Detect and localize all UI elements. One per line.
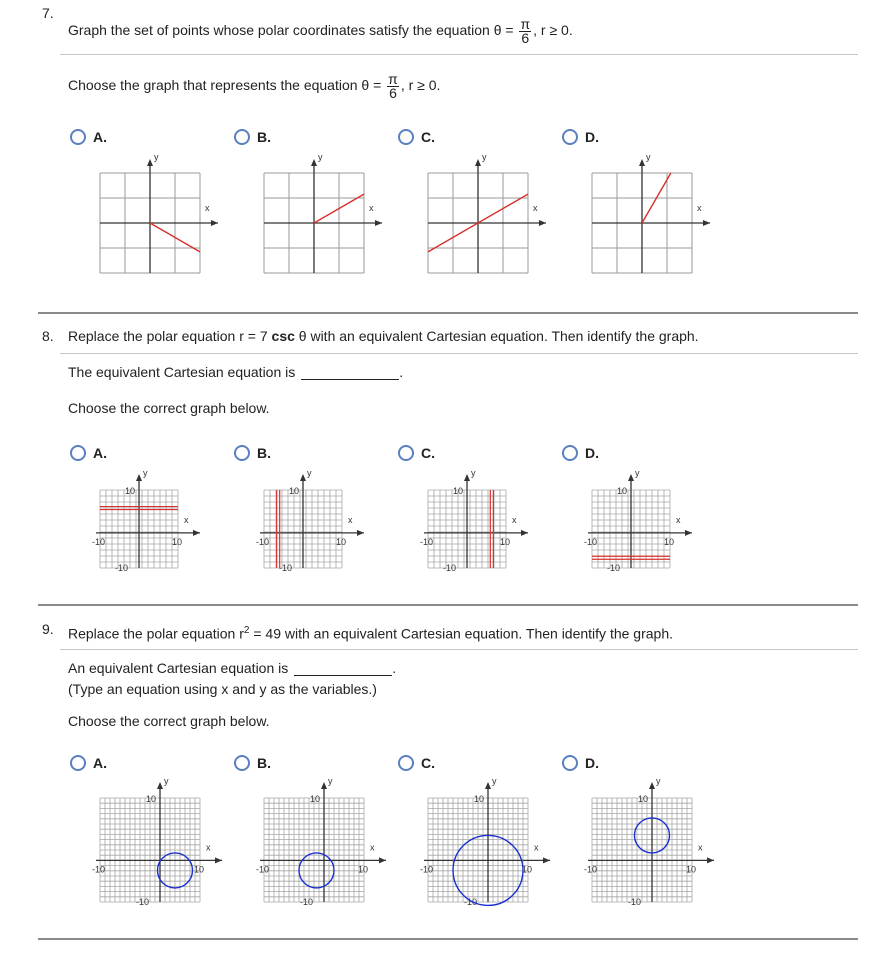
tick-label: -10: [256, 864, 270, 875]
tick-label: -10: [420, 864, 434, 875]
section-divider: [38, 938, 858, 940]
x-axis-label: x: [370, 842, 375, 853]
question-9-number: 9.: [42, 621, 54, 637]
q7-prompt-text: Graph the set of points whose polar coordinates satisfy the equation θ =: [68, 22, 514, 39]
tick-label: 10: [474, 794, 485, 804]
tick-label: -10: [443, 563, 457, 573]
tick-label: 10: [686, 864, 697, 875]
x-axis-arrow: [375, 220, 382, 226]
x-axis-arrow: [215, 857, 222, 863]
y-axis-label: y: [482, 152, 487, 162]
csc-function: csc: [271, 328, 295, 344]
pi-over-6-fraction: $\frac{\pi}{6}$: [520, 16, 531, 46]
radio-button[interactable]: [234, 129, 250, 145]
y-axis-label: y: [318, 152, 323, 162]
q8-option-a[interactable]: A.: [70, 445, 107, 461]
q8-graph-b: [254, 468, 374, 578]
y-axis-label: y: [164, 776, 169, 786]
question-7-number: 7.: [42, 5, 54, 21]
tick-label: 10: [617, 486, 628, 496]
radio-button[interactable]: [70, 445, 86, 461]
tick-label: 10: [453, 486, 464, 496]
radio-button[interactable]: [398, 445, 414, 461]
x-axis-label: x: [697, 203, 702, 213]
q9-option-c[interactable]: C.: [398, 755, 435, 771]
q8-answer-input[interactable]: [301, 365, 399, 380]
radio-button[interactable]: [562, 755, 578, 771]
y-axis-arrow: [300, 474, 306, 481]
q8-option-d[interactable]: D.: [562, 445, 599, 461]
radio-button[interactable]: [562, 445, 578, 461]
radio-button[interactable]: [562, 129, 578, 145]
y-axis-arrow: [475, 159, 481, 166]
tick-label: -10: [115, 563, 129, 573]
exponent: 2: [243, 625, 250, 636]
q8-graph-a: [90, 468, 210, 578]
x-axis-arrow: [357, 530, 364, 536]
y-axis-label: y: [307, 468, 312, 478]
q9-answer-line: An equivalent Cartesian equation is .: [68, 660, 397, 676]
radio-button[interactable]: [234, 445, 250, 461]
y-axis-arrow: [321, 782, 327, 789]
q8-option-b[interactable]: B.: [234, 445, 271, 461]
q7-option-c[interactable]: C.: [398, 129, 435, 145]
tick-label: -10: [256, 536, 270, 547]
tick-label: 10: [522, 864, 533, 875]
y-axis-arrow: [464, 474, 470, 481]
x-axis-arrow: [703, 220, 710, 226]
q8-answer-line: The equivalent Cartesian equation is .: [68, 364, 404, 380]
y-axis-arrow: [311, 159, 317, 166]
q9-graph-c: [418, 778, 548, 906]
q7-graph-a: [100, 154, 230, 279]
q9-graph-d: [582, 778, 712, 906]
tick-label: -10: [136, 897, 150, 907]
y-axis-label: y: [635, 468, 640, 478]
y-axis-arrow: [649, 782, 655, 789]
q7-option-a[interactable]: A.: [70, 129, 107, 145]
tick-label: -10: [92, 536, 106, 547]
tick-label: -10: [464, 897, 478, 907]
tick-label: -10: [607, 563, 621, 573]
y-axis-label: y: [471, 468, 476, 478]
radio-button[interactable]: [234, 755, 250, 771]
q7-sub-text: Choose the graph that represents the equation θ =: [68, 77, 382, 94]
tick-label: 10: [358, 864, 369, 875]
y-axis-arrow: [485, 782, 491, 789]
x-axis-arrow: [521, 530, 528, 536]
y-axis-label: y: [492, 776, 497, 786]
tick-label: 10: [289, 486, 300, 496]
radio-button[interactable]: [70, 755, 86, 771]
x-axis-arrow: [211, 220, 218, 226]
tick-label: 10: [194, 864, 205, 875]
x-axis-label: x: [534, 842, 539, 853]
tick-label: 10: [172, 536, 183, 547]
tick-label: -10: [300, 897, 314, 907]
y-axis-arrow: [136, 474, 142, 481]
tick-label: -10: [584, 864, 598, 875]
tick-label: 10: [336, 536, 347, 547]
x-axis-label: x: [348, 514, 353, 525]
y-axis-label: y: [646, 152, 651, 162]
tick-label: 10: [500, 536, 511, 547]
x-axis-label: x: [369, 203, 374, 213]
radio-button[interactable]: [70, 129, 86, 145]
q9-option-a[interactable]: A.: [70, 755, 107, 771]
divider: [60, 649, 858, 650]
x-axis-label: x: [512, 514, 517, 525]
y-axis-arrow: [147, 159, 153, 166]
x-axis-label: x: [698, 842, 703, 853]
q9-hint: (Type an equation using x and y as the variables.): [68, 681, 377, 697]
y-axis-arrow: [628, 474, 634, 481]
question-7-prompt: [68, 18, 573, 45]
tick-label: -10: [420, 536, 434, 547]
x-axis-arrow: [685, 530, 692, 536]
x-axis-arrow: [193, 530, 200, 536]
q7-option-b[interactable]: B.: [234, 129, 271, 145]
tick-label: 10: [310, 794, 321, 804]
divider: [60, 353, 858, 354]
q8-choose-label: Choose the correct graph below.: [68, 400, 270, 416]
pi-over-6-fraction: $\frac{\pi}{6}$: [388, 71, 398, 101]
tick-label: 10: [664, 536, 675, 547]
y-axis-label: y: [328, 776, 333, 786]
x-axis-arrow: [543, 857, 550, 863]
question-8-prompt: Replace the polar equation r = 7 csc θ with an equivalent Cartesian equation. Then identify the graph.: [68, 328, 699, 344]
x-axis-label: x: [206, 842, 211, 853]
q7-sub-suffix: , r ≥ 0.: [400, 77, 441, 94]
tick-label: 10: [638, 794, 649, 804]
x-axis-label: x: [676, 514, 681, 525]
question-9-prompt: Replace the polar equation $r^2 = 49$ with an equivalent Cartesian equation. Then identify the graph.: [68, 625, 673, 642]
q9-answer-input[interactable]: [294, 661, 392, 676]
q9-option-b[interactable]: B.: [234, 755, 271, 771]
q7-graph-c: [428, 154, 558, 279]
question-7-subprompt: [68, 73, 440, 100]
tick-label: -10: [279, 563, 293, 573]
x-axis-arrow: [707, 857, 714, 863]
y-axis-arrow: [157, 782, 163, 789]
tick-label: -10: [628, 897, 642, 907]
x-axis-label: x: [205, 203, 210, 213]
q8-option-c[interactable]: C.: [398, 445, 435, 461]
radio-button[interactable]: [398, 129, 414, 145]
q9-graph-a: [90, 778, 220, 906]
q8-graph-d: [582, 468, 702, 578]
q7-option-d[interactable]: D.: [562, 129, 599, 145]
q7-graph-d: [592, 154, 722, 279]
section-divider: [38, 604, 858, 606]
divider: [60, 54, 858, 55]
y-axis-label: y: [656, 776, 661, 786]
q8-graph-c: [418, 468, 538, 578]
y-axis-label: y: [154, 152, 159, 162]
x-axis-label: x: [533, 203, 538, 213]
y-axis-arrow: [639, 159, 645, 166]
q9-graph-b: [254, 778, 384, 906]
y-axis-label: y: [143, 468, 148, 478]
x-axis-arrow: [379, 857, 386, 863]
q7-graph-b: [264, 154, 394, 279]
tick-label: -10: [92, 864, 106, 875]
q9-choose-label: Choose the correct graph below.: [68, 713, 270, 729]
section-divider: [38, 312, 858, 314]
radio-button[interactable]: [398, 755, 414, 771]
x-axis-arrow: [539, 220, 546, 226]
q7-prompt-suffix: , r ≥ 0.: [533, 22, 573, 39]
q9-option-d[interactable]: D.: [562, 755, 599, 771]
tick-label: 10: [125, 486, 136, 496]
question-8-number: 8.: [42, 328, 54, 344]
tick-label: 10: [146, 794, 157, 804]
tick-label: -10: [584, 536, 598, 547]
x-axis-label: x: [184, 514, 189, 525]
